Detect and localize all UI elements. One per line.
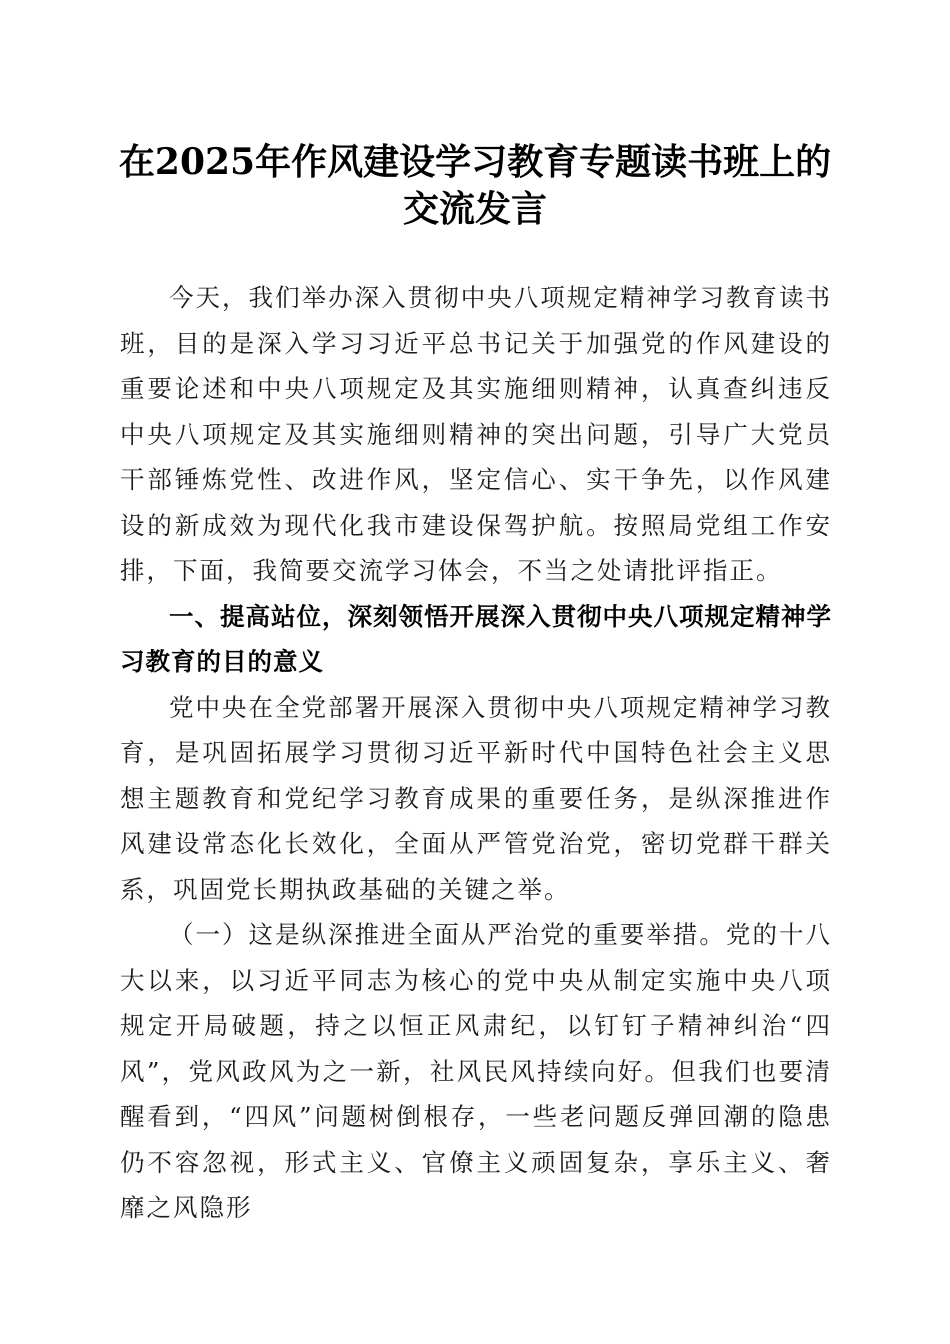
document-body (120, 275, 832, 1231)
document-title-line-2: 交流发言 (402, 188, 547, 230)
document-title-line-1: 在2025年作风建设学习教育专题读书班上的 (118, 141, 832, 183)
intro-paragraph: 今天，我们举办深入贯彻中央八项规定精神学习教育读书班，目的是深入学习习近平总书记关于加强党的作风建设的重要论述和中央八项规定及其实施细则精神，认真查纠违反中央八项规定及其实施细则精神的突出问题，引导广大党员干部锤炼党性、改进作风，坚定信心、实干争先，以作风建设的新成效为现代化我市建设保驾护航。按照局党组工作安排，下面，我简要交流学习体会，不当之处请批评指正。 (120, 283, 832, 585)
subsection-1-paragraph: （一）这是纵深推进全面从严治党的重要举措。党的十八大以来，以习近平同志为核心的党中央从制定实施中央八项规定开局破题，持之以恒正风肃纪，以钉钉子精神纠治“四风”，党风政风为之一新，社风民风持续向好。但我们也要清醒看到，“四风”问题树倒根存，一些老问题反弹回潮的隐患仍不容忽视，形式主义、官僚主义顽固复杂，享乐主义、奢靡之风隐形 (120, 920, 832, 1222)
section-1-paragraph: 党中央在全党部署开展深入贯彻中央八项规定精神学习教育，是巩固拓展学习贯彻习近平新时代中国特色社会主义思想主题教育和党纪学习教育成果的重要任务，是纵深推进作风建设常态化长效化，全面从严管党治党，密切党群干群关系，巩固党长期执政基础的关键之举。 (120, 692, 832, 904)
section-heading-1: 一、提高站位，深刻领悟开展深入贯彻中央八项规定精神学习教育的目的意义 (120, 601, 832, 676)
